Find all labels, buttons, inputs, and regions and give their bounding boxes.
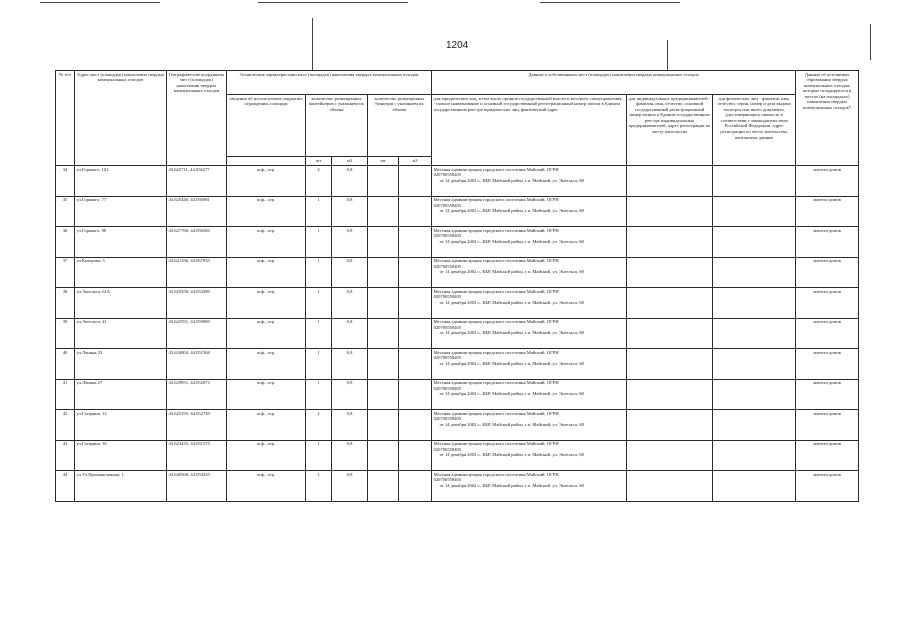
owner-registration: от 14 декабря 2002 г., КБР, Майский район, г.п. Майский, ул. Энгельса, 68 [439,482,584,488]
container-volume: 0,8 [332,318,368,349]
container-volume: 0,8 [332,471,368,502]
site-address: ул.Кочерова, 3 [75,257,167,288]
owner-name: Местная администрация городского поселения Майский, ОГРН [433,227,559,233]
site-coordinates: 43.625195, 44.052749 [167,410,227,441]
page-number: 1204 [446,40,469,51]
registry-rows [56,166,859,502]
header-owner-fl: для физических лиц - фамилия, имя, отчество, серия, номер и дата выдачи паспорта или иного документа, удостоверяющего личность в соответствии с законодательством Российской Федерации, адрес регистрации по месту жительства, контактные данные [713,95,796,166]
owner-legal-entity [432,288,627,319]
waste-source: жители домов [796,471,859,502]
row-number: 40 [56,349,75,380]
owner-ogrn: 020700558405 [433,233,462,239]
header-tech-group: Технические характеристики мест (площадок) накопления твердых коммунальных отходов [227,71,432,95]
owner-physical-person [713,440,796,471]
header-bunkers: количество размещенных бункеров с указанием их объема [368,95,432,157]
bunker-volume [399,257,432,288]
owner-legal-entity [432,257,627,288]
owner-legal-entity [432,318,627,349]
bunker-count [368,379,399,410]
waste-source: жители домов [796,227,859,258]
site-coordinates: 43.625440, 44.056981 [167,196,227,227]
site-address: ул.Горького, 102 [75,166,167,197]
bunker-volume [399,318,432,349]
container-count: 1 [306,196,332,227]
owner-individual-entrepreneur [627,166,713,197]
table-row [56,410,859,441]
owner-name: Местная администрация городского поселения Майский, ОГРН [433,319,559,324]
bunker-count [368,227,399,258]
owner-ogrn: 020700558405 [433,202,462,208]
table-row [56,318,859,349]
site-coordinates: 43.640568, 44.054235 [167,471,227,502]
row-number: 43 [56,440,75,471]
waste-source: жители домов [796,349,859,380]
header-owner-ip: для индивидуальных предпринимателей - фамилия, имя, отчество, основной государственный регистрационный номер записи в Едином государственном реестре индивидуальных предпринимателей, адрес регистрации по месту жительства [627,95,713,166]
waste-source: жители домов [796,318,859,349]
owner-individual-entrepreneur [627,379,713,410]
waste-sites-registry-table [55,70,859,502]
scan-edge-line [258,2,408,3]
site-address: ул.Энгельса, 61А [75,288,167,319]
row-number: 36 [56,227,75,258]
container-count: 1 [306,318,332,349]
table-row [56,257,859,288]
owner-legal-entity [432,227,627,258]
table-row [56,227,859,258]
owner-ogrn: 020700558405 [433,446,462,452]
owner-ogrn: 020700558405 [433,355,462,361]
owner-ogrn: 020700558405 [433,477,462,483]
owner-registration: от 14 декабря 2002 г., КБР, Майский район, г.п. Майский, ул. Энгельса, 68 [439,238,584,244]
owner-legal-entity [432,410,627,441]
owner-individual-entrepreneur [627,318,713,349]
site-surface: асф., огр. [227,257,306,288]
container-volume: 0,8 [332,288,368,319]
owner-registration: от 14 декабря 2002 г., КБР, Майский район, г.п. Майский, ул. Энгельса, 68 [439,391,584,397]
owner-ogrn: 020700558405 [433,294,462,300]
site-surface: асф., огр. [227,318,306,349]
owner-registration: от 14 декабря 2002 г., КБР, Майский район, г.п. Майский, ул. Энгельса, 68 [439,177,584,183]
container-count: 2 [306,166,332,197]
owner-ogrn: 020700558405 [433,263,462,269]
table-row [56,379,859,410]
owner-individual-entrepreneur [627,196,713,227]
scan-edge-line [40,2,160,3]
scan-edge-line [540,2,680,3]
bunker-volume [399,440,432,471]
container-volume: 0,8 [332,196,368,227]
owner-individual-entrepreneur [627,440,713,471]
bunker-volume [399,288,432,319]
owner-name: Местная администрация городского поселения Майский, ОГРН [433,197,559,202]
row-number: 34 [56,166,75,197]
owner-ogrn: 020700558405 [433,324,462,330]
row-number: 42 [56,410,75,441]
owner-physical-person [713,471,796,502]
owner-registration: от 14 декабря 2002 г., КБР, Майский район, г.п. Майский, ул. Энгельса, 68 [439,299,584,305]
owner-legal-entity [432,166,627,197]
header-surface-blank [227,157,306,166]
site-coordinates: 43.625711, 44.056277 [167,166,227,197]
owner-physical-person [713,349,796,380]
table-row [56,288,859,319]
owner-name: Местная администрация городского поселения Майский, ОГРН [433,288,559,294]
row-number: 39 [56,318,75,349]
row-number: 41 [56,379,75,410]
site-surface: асф., огр. [227,196,306,227]
owner-physical-person [713,196,796,227]
row-number: 38 [56,288,75,319]
site-surface: асф., огр. [227,379,306,410]
owner-name: Местная администрация городского поселения Майский, ОГРН [433,349,559,355]
owner-individual-entrepreneur [627,227,713,258]
site-address: ул.Энгельса, 41 [75,318,167,349]
container-volume: 0,8 [332,349,368,380]
owner-physical-person [713,288,796,319]
owner-physical-person [713,227,796,258]
header-address: Адрес мест (площадок) накопления твердых коммунальных отходов [75,71,167,166]
scan-edge-line [870,24,871,60]
owner-physical-person [713,257,796,288]
table-row [56,440,859,471]
site-coordinates: 43.627760, 44.056583 [167,227,227,258]
site-address: ул.Горького, 98 [75,227,167,258]
waste-source: жители домов [796,288,859,319]
site-coordinates: 43.634004, 44.051568 [167,349,227,380]
owner-physical-person [713,166,796,197]
header-owner-group: Данные о собственниках мест (площадок) накопления твердых коммунальных отходов [432,71,796,95]
header-sources: Данные об источниках образования твердых коммунальных отходов, которые складируются в местах (на площадках) накопления твердых коммунальных отходов* [796,71,859,166]
bunker-count [368,166,399,197]
header-num: № п/п [56,71,75,166]
waste-source: жители домов [796,166,859,197]
site-address: ул.Гагарина, 16 [75,440,167,471]
waste-source: жители домов [796,440,859,471]
owner-legal-entity [432,440,627,471]
container-volume: 0,8 [332,257,368,288]
owner-ogrn: 020700558405 [433,385,462,391]
owner-name: Местная администрация городского поселения Майский, ОГРН [433,441,559,446]
container-count: 1 [306,257,332,288]
owner-registration: от 14 декабря 2002 г., КБР, Майский район, г.п. Майский, ул. Энгельса, 68 [439,360,584,366]
container-volume: 0,8 [332,379,368,410]
owner-name: Местная администрация городского поселения Майский, ОГРН [433,410,559,416]
waste-source: жители домов [796,257,859,288]
site-surface: асф., огр. [227,349,306,380]
bunker-volume [399,379,432,410]
site-address: ул.Гагарина, 12 [75,410,167,441]
table-row [56,471,859,502]
header-unit-count: шт [368,157,399,166]
scan-fold-line [667,40,668,70]
owner-individual-entrepreneur [627,257,713,288]
bunker-count [368,196,399,227]
site-coordinates: 43.629951, 44.052073 [167,379,227,410]
owner-registration: от 14 декабря 2002 г., КБР, Майский район, г.п. Майский, ул. Энгельса, 68 [439,208,584,214]
row-number: 44 [56,471,75,502]
header-owner-legal: для юридических лиц, в том числе органов государственной власти и местного самоуправления, - полное наименование и основной государственный регистрационный номер записи в Едином государственном реестре юридических лиц, фактический адрес [432,95,627,166]
owner-ogrn: 020700558405 [433,416,462,422]
header-unit-volume: м3 [399,157,432,166]
bunker-count [368,288,399,319]
container-volume: 0,8 [332,440,368,471]
container-count: 1 [306,227,332,258]
owner-ogrn: 020700558405 [433,172,462,178]
bunker-volume [399,349,432,380]
bunker-count [368,318,399,349]
bunker-count [368,440,399,471]
container-count: 1 [306,288,332,319]
owner-name: Местная администрация городского поселения Майский, ОГРН [433,380,559,385]
site-surface: асф., огр. [227,166,306,197]
site-surface: асф., огр. [227,440,306,471]
container-volume: 0,8 [332,227,368,258]
bunker-volume [399,471,432,502]
bunker-volume [399,410,432,441]
owner-legal-entity [432,471,627,502]
bunker-count [368,349,399,380]
waste-source: жители домов [796,379,859,410]
site-coordinates: 43.641356, 44.067833 [167,257,227,288]
header-containers: количество размещенных контейнеров с указанием их объема [306,95,368,157]
site-surface: асф., огр. [227,227,306,258]
owner-registration: от 14 декабря 2002 г., КБР, Майский район, г.п. Майский, ул. Энгельса, 68 [439,452,584,458]
site-surface: асф., огр. [227,288,306,319]
container-volume: 0,8 [332,410,368,441]
bunker-count [368,410,399,441]
container-count: 1 [306,410,332,441]
owner-legal-entity [432,196,627,227]
owner-physical-person [713,410,796,441]
site-address: ул.Горького, 77 [75,196,167,227]
site-address: ул.Ул.Промышленная, 1 [75,471,167,502]
container-count: 1 [306,379,332,410]
header-surface: сведения об используемом покрытии, ограждении, площади [227,95,306,157]
owner-individual-entrepreneur [627,349,713,380]
header-unit-count: шт [306,157,332,166]
owner-registration: от 14 декабря 2002 г., КБР, Майский район, г.п. Майский, ул. Энгельса, 68 [439,269,584,275]
table-row [56,196,859,227]
container-count: 1 [306,440,332,471]
table-row [56,349,859,380]
scan-fold-line [312,18,313,70]
owner-registration: от 14 декабря 2002 г., КБР, Майский район, г.п. Майский, ул. Энгельса, 68 [439,421,584,427]
owner-legal-entity [432,349,627,380]
bunker-count [368,471,399,502]
site-coordinates: 43.623435, 44.051575 [167,440,227,471]
site-coordinates: 43.625358, 44.053289 [167,288,227,319]
bunker-count [368,257,399,288]
bunker-volume [399,166,432,197]
container-count: 1 [306,471,332,502]
site-address: ул.Ленина 27 [75,379,167,410]
owner-individual-entrepreneur [627,288,713,319]
bunker-volume [399,196,432,227]
header-unit-volume: м3 [332,157,368,166]
header-geo: Географические координаты мест (площадок) накопления твердых коммунальных отходов [167,71,227,166]
site-address: ул.Ленина 33 [75,349,167,380]
site-surface: асф., огр. [227,471,306,502]
site-surface: асф., огр. [227,410,306,441]
owner-physical-person [713,379,796,410]
owner-legal-entity [432,379,627,410]
owner-name: Местная администрация городского поселения Майский, ОГРН [433,166,559,172]
row-number: 35 [56,196,75,227]
container-volume: 0,8 [332,166,368,197]
waste-source: жители домов [796,410,859,441]
site-coordinates: 43.625591, 44.059969 [167,318,227,349]
owner-physical-person [713,318,796,349]
owner-individual-entrepreneur [627,410,713,441]
row-number: 37 [56,257,75,288]
owner-name: Местная администрация городского поселения Майский, ОГРН [433,471,559,477]
owner-individual-entrepreneur [627,471,713,502]
table-row [56,166,859,197]
container-count: 1 [306,349,332,380]
owner-name: Местная администрация городского поселения Майский, ОГРН [433,258,559,263]
owner-registration: от 14 декабря 2002 г., КБР, Майский район, г.п. Майский, ул. Энгельса, 68 [439,330,584,336]
waste-source: жители домов [796,196,859,227]
bunker-volume [399,227,432,258]
